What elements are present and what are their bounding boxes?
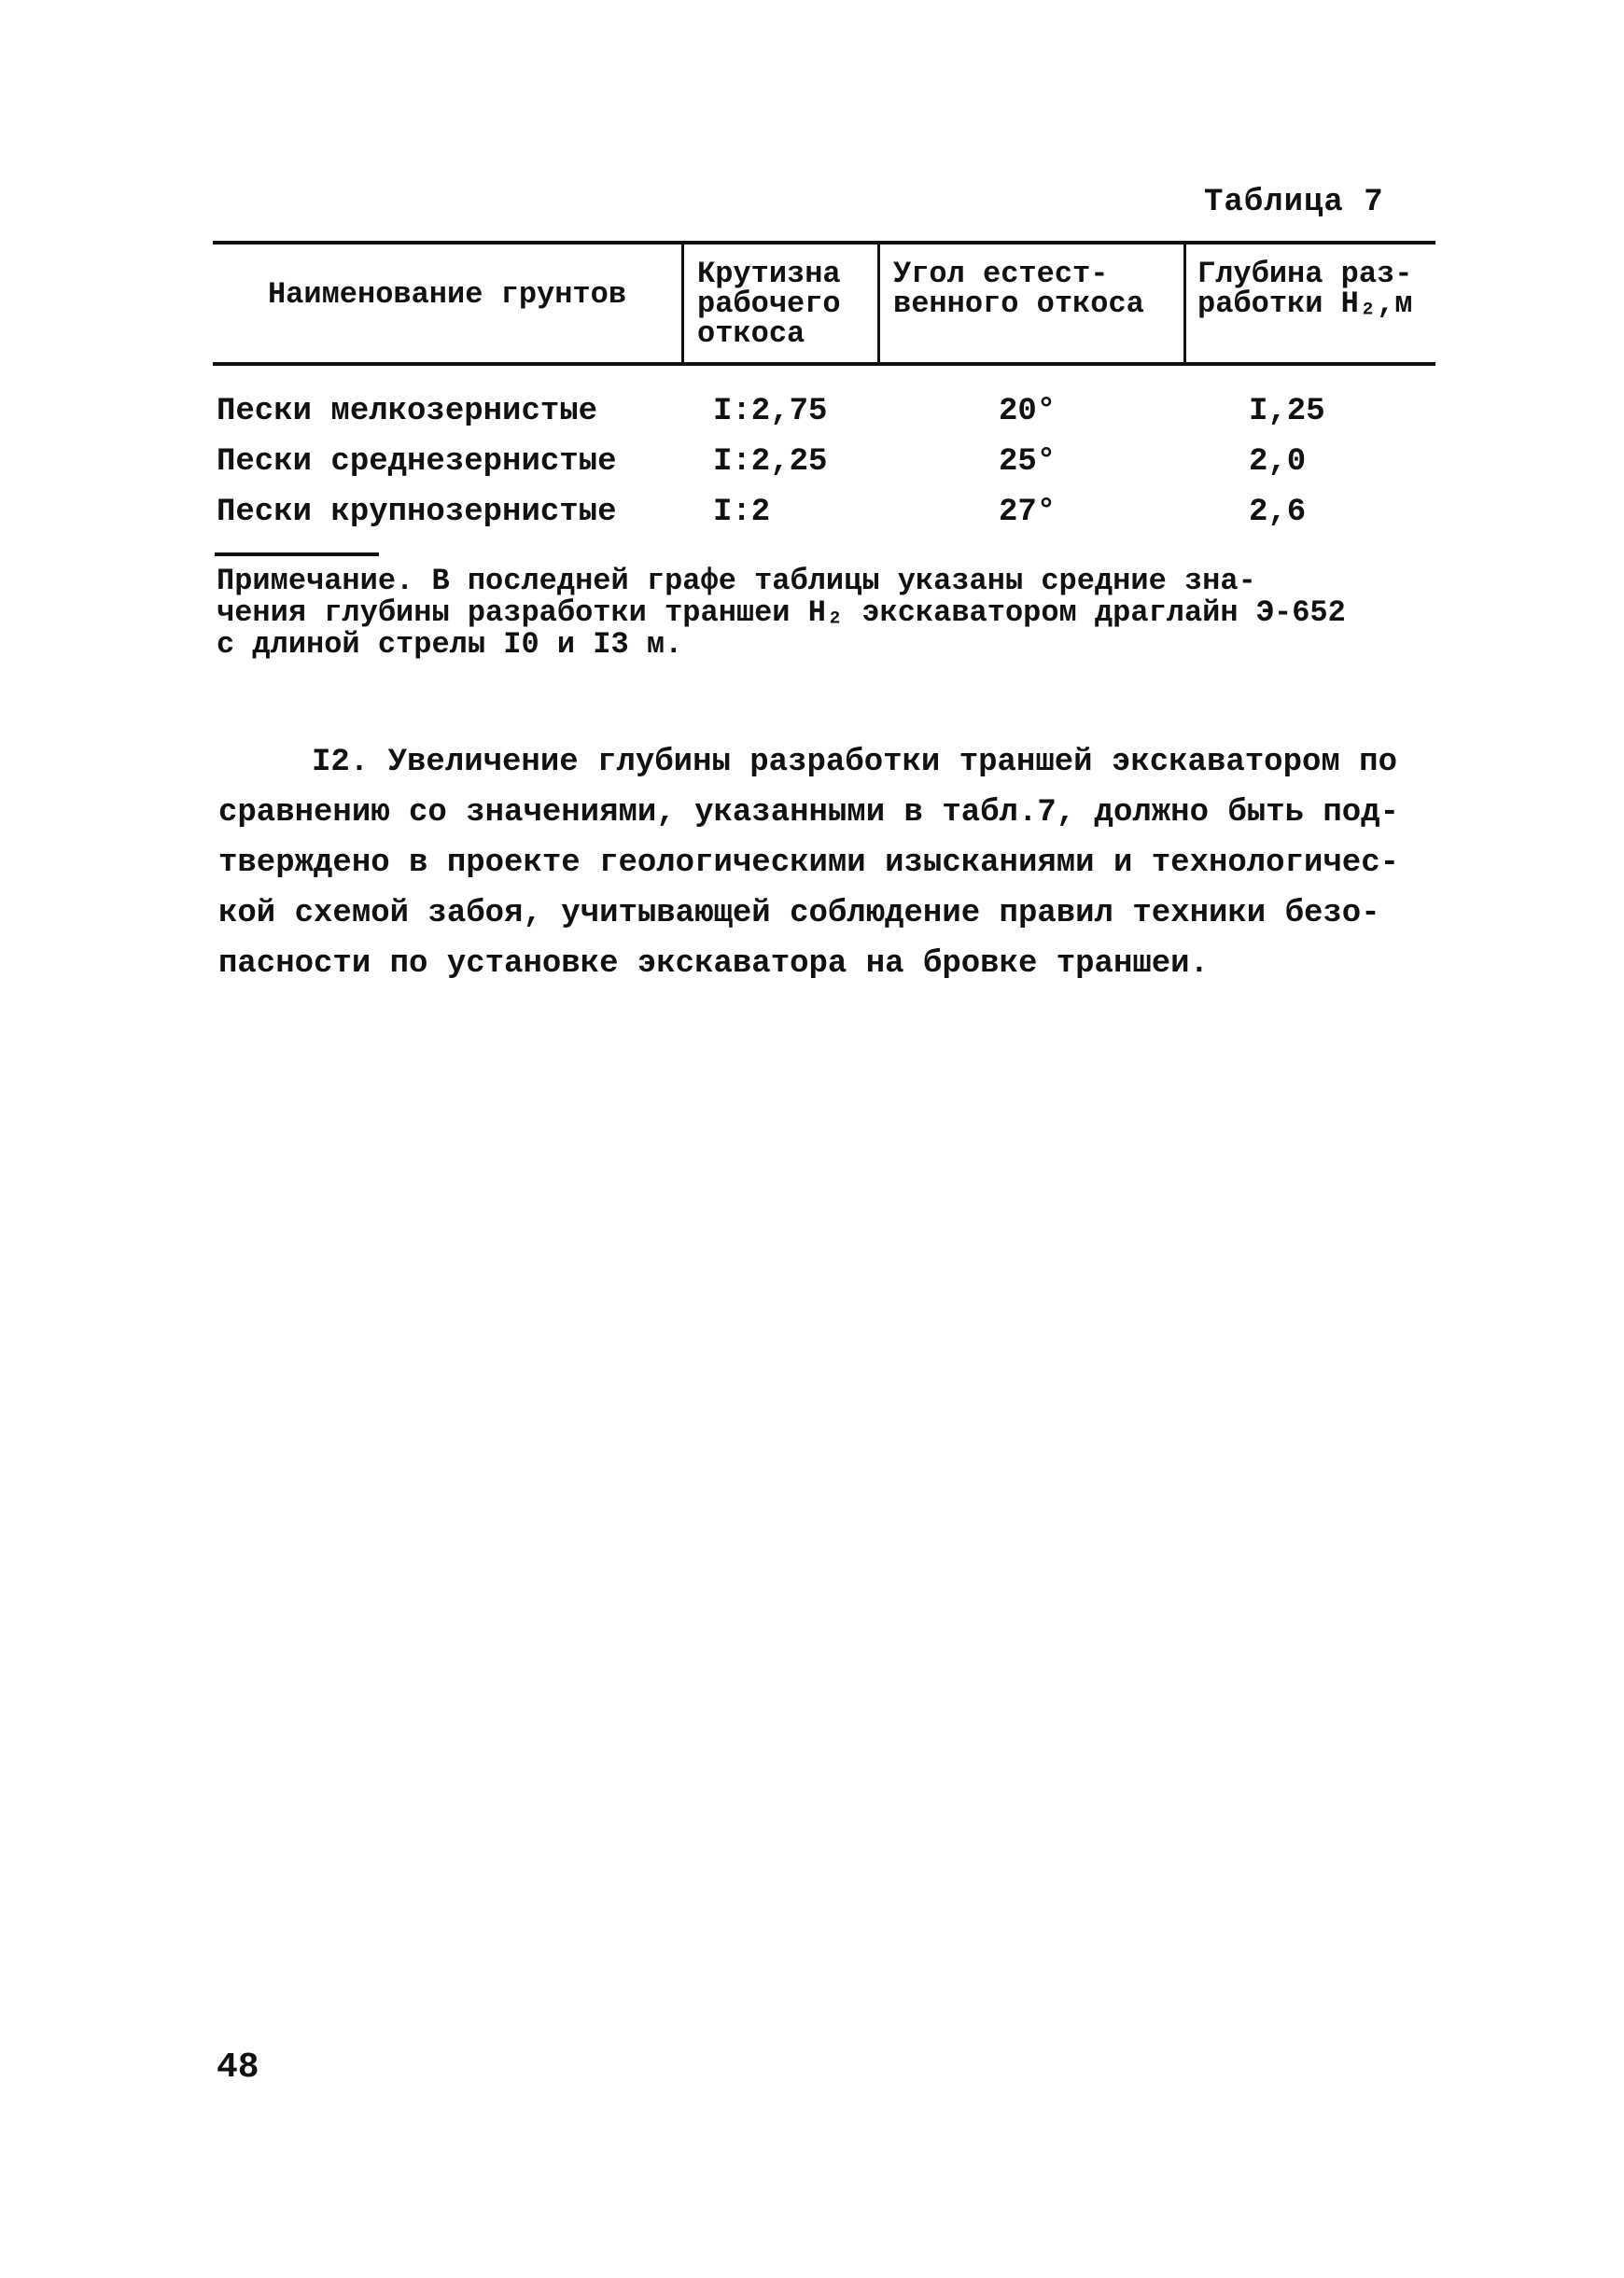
note-line: с длиной стрелы I0 и I3 м. xyxy=(217,627,683,662)
cell-depth: 2,0 xyxy=(1249,444,1307,480)
cell-angle: 20° xyxy=(999,394,1057,429)
header-line: Угол естест- xyxy=(893,257,1109,291)
cell-soil-name: Пески крупнозернистые xyxy=(217,495,617,530)
header-line: рабочего xyxy=(697,286,841,321)
cell-slope: I:2 xyxy=(713,495,771,530)
header-line: Крутизна xyxy=(697,257,841,291)
header-soil-name xyxy=(213,245,681,362)
note-divider xyxy=(215,552,379,556)
paragraph-12 xyxy=(218,737,1469,989)
cell-slope: I:2,75 xyxy=(713,394,828,429)
table-note xyxy=(217,566,1467,661)
header-slope xyxy=(681,245,877,362)
paragraph-line: кой схемой забоя, учитывающей соблюдение правил техники безо- xyxy=(218,896,1380,931)
header-line: Наименование грунтов xyxy=(267,277,627,312)
table-row xyxy=(213,437,1435,487)
cell-angle: 27° xyxy=(999,495,1057,530)
table-row xyxy=(213,487,1435,538)
paragraph-line: пасности по установке экскаватора на бровке траншеи. xyxy=(218,946,1209,982)
header-line: Глубина раз- xyxy=(1197,257,1413,291)
header-line: венного откоса xyxy=(893,286,1144,321)
paragraph-line: сравнению со значениями, указанными в табл.7, должно быть под- xyxy=(218,795,1400,831)
cell-soil-name: Пески среднезернистые xyxy=(217,444,617,480)
header-depth xyxy=(1183,245,1435,362)
cell-slope: I:2,25 xyxy=(713,444,828,480)
cell-depth: 2,6 xyxy=(1249,495,1307,530)
note-line: Примечание. В последней графе таблицы указаны средние зна- xyxy=(217,564,1256,598)
paragraph-line: тверждено в проекте геологическими изысканиями и технологичес- xyxy=(218,846,1400,881)
table-caption: Таблица 7 xyxy=(1204,185,1384,220)
note-line: чения глубины разработки траншеи H₂ экскаватором драглайн Э-652 xyxy=(217,595,1346,630)
page-number: 48 xyxy=(217,2047,259,2088)
paragraph-line: I2. Увеличение глубины разработки траншей экскаватором по xyxy=(312,745,1397,780)
cell-angle: 25° xyxy=(999,444,1057,480)
cell-soil-name: Пески мелкозернистые xyxy=(217,394,598,429)
table-header xyxy=(213,241,1435,366)
table-row xyxy=(213,386,1435,437)
header-line: откоса xyxy=(697,316,805,351)
table-body xyxy=(213,386,1435,538)
header-angle xyxy=(877,245,1183,362)
header-line: работки H₂,м xyxy=(1197,286,1413,321)
soil-table xyxy=(213,241,1435,538)
cell-depth: I,25 xyxy=(1249,394,1325,429)
